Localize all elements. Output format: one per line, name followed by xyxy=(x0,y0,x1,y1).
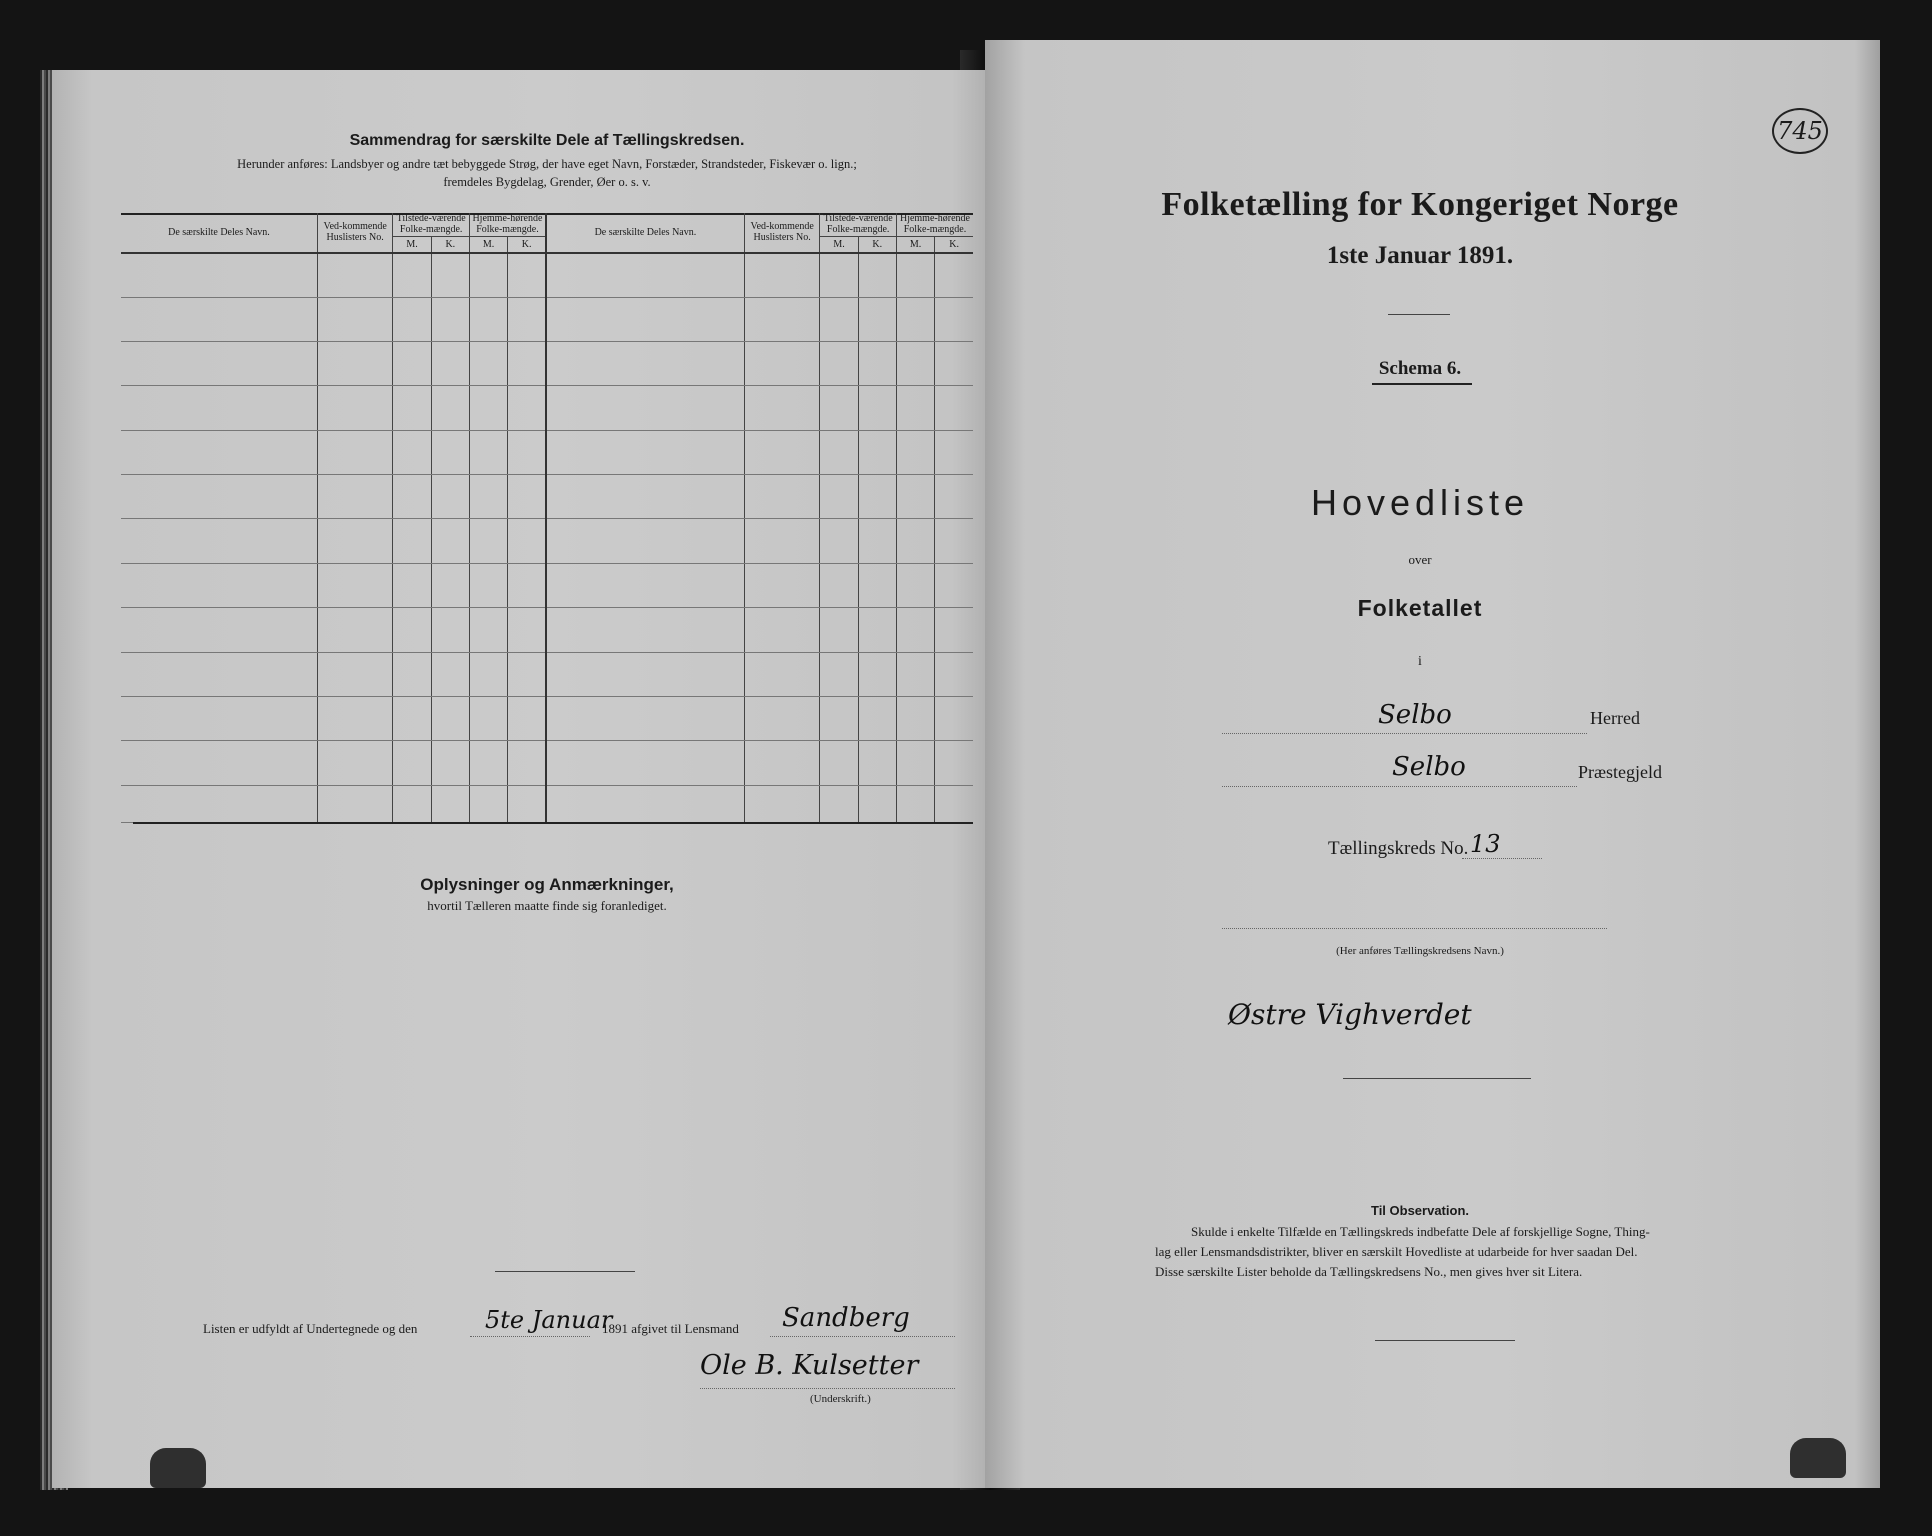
header-name-2: De særskilte Deles Navn. xyxy=(546,213,744,253)
header-name-1: De særskilte Deles Navn. xyxy=(121,213,317,253)
header-present-2: Tilstede-værende Folke-mængde. xyxy=(820,213,897,236)
header-k: K. xyxy=(431,236,469,253)
table-row xyxy=(121,696,973,740)
observation-line-3: Disse særskilte Lister beholde da Tællingskredsens No., men gives hver sit Litera. xyxy=(1155,1264,1583,1279)
schema-label: Schema 6. xyxy=(1378,358,1462,379)
date-line xyxy=(470,1336,590,1337)
over-label: over xyxy=(1408,552,1432,567)
footer-text-1: Listen er udfyldt af Undertegnede og den xyxy=(203,1321,418,1336)
hovedliste-heading: Hovedliste xyxy=(1310,482,1530,523)
lensmand-name: Sandberg xyxy=(782,1303,910,1333)
table-row xyxy=(121,652,973,696)
signature-line xyxy=(700,1388,955,1389)
header-houselist-2: Ved-kommende Huslisters No. xyxy=(744,213,820,253)
table-row xyxy=(121,341,973,385)
observation-line-2: lag eller Lensmandsdistrikter, bliver en særskilt Hovedliste at udarbeide for hver saadan Del. xyxy=(1155,1244,1638,1259)
table-row xyxy=(121,475,973,519)
header-present-1: Tilstede-værende Folke-mængde. xyxy=(393,213,470,236)
summary-note-2: fremdeles Bygdelag, Grender, Øer o. s. v. xyxy=(443,175,651,189)
folketallet-heading: Folketallet xyxy=(1357,595,1483,621)
header-k: K. xyxy=(508,236,546,253)
date-line: 1ste Januar 1891. xyxy=(1326,242,1514,269)
header-m: M. xyxy=(820,236,858,253)
schema-underline xyxy=(1372,383,1472,385)
table-bottom-rule xyxy=(133,822,973,824)
footer-text-2: 1891 afgivet til Lensmand xyxy=(602,1321,739,1336)
book-clasp-right xyxy=(1790,1438,1846,1478)
header-m: M. xyxy=(393,236,431,253)
kreds-number-line xyxy=(1462,858,1542,859)
i-label: i xyxy=(1418,654,1422,669)
signature-label: (Underskrift.) xyxy=(810,1393,871,1405)
kreds-name-top-line xyxy=(1222,928,1607,929)
header-m: M. xyxy=(896,236,934,253)
footer-date: 5te Januar xyxy=(485,1306,613,1334)
table-row xyxy=(121,741,973,785)
summary-title: Sammendrag for særskilte Dele af Tællingskredsen. xyxy=(349,132,745,149)
header-m: M. xyxy=(469,236,507,253)
prestegjeld-label: Præstegjeld xyxy=(1578,762,1662,782)
lensmand-line xyxy=(770,1336,955,1337)
page-number: 745 xyxy=(1772,108,1828,154)
kreds-label: Tællingskreds No. xyxy=(1328,838,1469,859)
kreds-number: 13 xyxy=(1470,830,1501,858)
prestegjeld-line xyxy=(1222,786,1577,787)
signature: Ole B. Kulsetter xyxy=(700,1350,919,1381)
main-title: Folketælling for Kongeriget Norge xyxy=(1161,186,1679,223)
table-row xyxy=(121,430,973,474)
summary-table xyxy=(121,213,973,823)
kreds-name: Østre Vighverdet xyxy=(1228,998,1472,1031)
herred-label: Herred xyxy=(1590,708,1640,728)
kreds-name-note: (Her anføres Tællingskredsens Navn.) xyxy=(1336,945,1504,957)
header-k: K. xyxy=(858,236,896,253)
prestegjeld-value: Selbo xyxy=(1392,752,1466,782)
divider xyxy=(1375,1340,1515,1341)
table-row xyxy=(121,608,973,652)
table-row xyxy=(121,297,973,341)
table-row xyxy=(121,785,973,822)
table-row xyxy=(121,253,973,297)
header-resident-1: Hjemme-hørende Folke-mængde. xyxy=(469,213,546,236)
header-houselist-1: Ved-kommende Huslisters No. xyxy=(317,213,393,253)
observation-line-1: Skulde i enkelte Tilfælde en Tællingskreds indbefatte Dele af forskjellige Sogne, Thing- xyxy=(1191,1224,1650,1239)
remarks-title: Oplysninger og Anmærkninger, xyxy=(420,875,674,894)
remarks-subtitle: hvortil Tælleren maatte finde sig foranlediget. xyxy=(427,898,667,913)
herred-value: Selbo xyxy=(1378,700,1452,730)
table-row xyxy=(121,519,973,563)
table-row xyxy=(121,563,973,607)
summary-note-1: Herunder anføres: Landsbyer og andre tæt bebyggede Strøg, der have eget Navn, Forstæder, Strandsteder, Fiskevær o. lign.; xyxy=(237,157,857,171)
header-resident-2: Hjemme-hørende Folke-mængde. xyxy=(896,213,973,236)
table-row xyxy=(121,386,973,430)
book-clasp-left xyxy=(150,1448,206,1488)
herred-line xyxy=(1222,733,1587,734)
header-k: K. xyxy=(935,236,973,253)
divider xyxy=(1388,314,1450,315)
observation-title: Til Observation. xyxy=(1370,1203,1469,1218)
divider xyxy=(1343,1078,1531,1079)
divider xyxy=(495,1271,635,1272)
